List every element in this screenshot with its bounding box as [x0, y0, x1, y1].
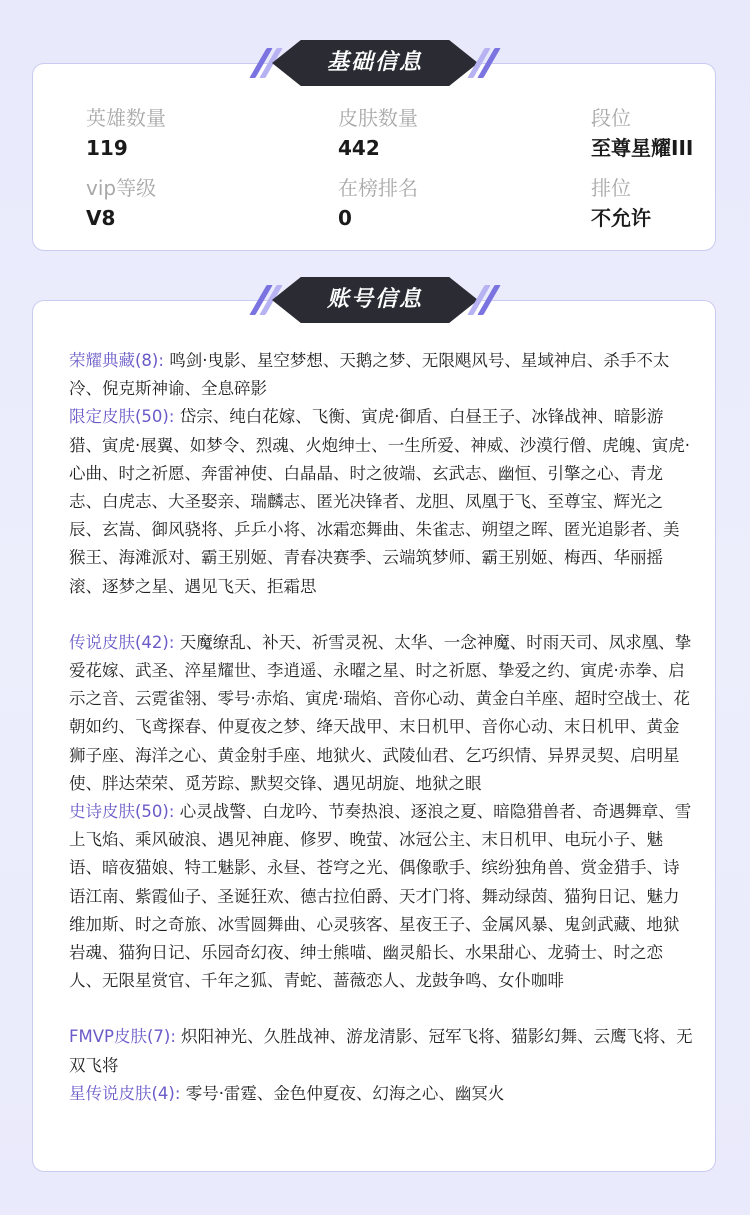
category-label: FMVP皮肤(7):: [69, 1027, 176, 1047]
rank-tier: [591, 106, 693, 160]
category-items: 零号·雷霆、金色仲夏夜、幻海之心、幽冥火: [185, 1083, 505, 1103]
info-label: 排位: [591, 176, 631, 200]
category-items: 天魔缭乱、补天、祈雪灵祝、太华、一念神魔、时雨天司、凤求凰、挚爱花嫁、武圣、淬星耀世、李逍遥、永曜之星、时之祈愿、挚爱之约、寅虎·赤拳、启示之音、云霓雀翎、零号·赤焰、寅虎·瑞焰、音你心动、黄金白羊座、超时空战士、花朝如约、飞鸢探春、仲夏夜之梦、绛天战甲、末日机甲、音你心动、末日机甲、黄金狮子座、海洋之心、黄金射手座、地狱火、武陵仙君、乞巧织情、异界灵契、启明星使、胖达荣荣、觅芳踪、默契交锋、遇见胡旋、地狱之眼: [69, 632, 692, 793]
account-info-card: [32, 300, 716, 1172]
category-label: 荣耀典藏(8):: [69, 351, 164, 370]
category-epic-skins: [69, 798, 695, 995]
category-label: 星传说皮肤(4):: [69, 1083, 181, 1103]
basic-info-card: [32, 63, 716, 251]
basic-info-title: 基础信息: [326, 50, 423, 75]
ranked-status: [591, 176, 651, 230]
info-label: vip等级: [86, 176, 157, 200]
category-label: 史诗皮肤(50):: [69, 802, 175, 822]
skin-list: [69, 347, 695, 1108]
info-value: 0: [338, 206, 352, 230]
info-value: V8: [86, 206, 116, 230]
info-label: 英雄数量: [86, 106, 166, 130]
category-star-legend-skins: [69, 1080, 695, 1108]
category-label: 限定皮肤(50):: [69, 407, 175, 427]
spacer: [69, 995, 695, 1023]
info-label: 皮肤数量: [338, 106, 418, 130]
category-fmvp-skins: [69, 1023, 695, 1079]
info-value: 119: [86, 136, 128, 160]
account-info-title-banner: [250, 277, 500, 323]
skin-count: [338, 106, 418, 160]
category-items: 鸣剑·曳影、星空梦想、天鹅之梦、无限飓风号、星域神启、杀手不太冷、倪克斯神谕、全息碎影: [69, 351, 670, 399]
basic-info-title-banner: [250, 40, 500, 86]
hero-count: [86, 106, 166, 160]
account-info-title: 账号信息: [326, 287, 423, 312]
spacer: [69, 601, 695, 629]
category-items: 岱宗、纯白花嫁、飞衡、寅虎·御盾、白昼王子、冰锋战神、暗影游猎、寅虎·展翼、如梦令、烈魂、火炮绅士、一生所爱、神威、沙漠行僧、虎魄、寅虎·心曲、时之祈愿、奔雷神使、白晶晶、时之彼端、玄武志、幽恒、引擎之心、青龙志、白虎志、大圣娶亲、瑞麟志、匿光决锋者、龙胆、凤凰于飞、至尊宝、辉光之辰、玄嵩、御风骁将、乒乒小将、冰霜恋舞曲、朱雀志、朔望之晖、匿光追影者、美猴王、海滩派对、霸王别姬、青春决赛季、云端筑梦师、霸王别姬、梅西、华丽摇滚、逐梦之星、遇见飞天、拒霜思: [69, 407, 690, 596]
category-label: 传说皮肤(42):: [69, 632, 175, 652]
info-value: 至尊星耀III: [591, 136, 694, 160]
info-label: 在榜排名: [338, 176, 418, 200]
info-value: 442: [338, 136, 380, 160]
info-label: 段位: [591, 106, 631, 130]
category-items: 炽阳神光、久胜战神、游龙清影、冠军飞将、猫影幻舞、云鹰飞将、无双飞将: [69, 1027, 693, 1075]
category-glory-collection: [69, 347, 695, 403]
category-items: 心灵战警、白龙吟、节奏热浪、逐浪之夏、暗隐猎兽者、奇遇舞章、雪上飞焰、乘风破浪、遇见神鹿、修罗、晚萤、冰冠公主、末日机甲、电玩小子、魅语、暗夜猫娘、特工魅影、永昼、苍穹之光、偶像歌手、缤纷独角兽、赏金猎手、诗语江南、紫霞仙子、圣诞狂欢、德古拉伯爵、天才门将、舞动绿茵、猫狗日记、魅力维加斯、时之奇旅、冰雪圆舞曲、心灵骇客、星夜王子、金属风暴、鬼剑武藏、地狱岩魂、猫狗日记、乐园奇幻夜、绅士熊喵、幽灵船长、水果甜心、龙骑士、时之恋人、无限星赏官、千年之狐、青蛇、蔷薇恋人、龙鼓争鸣、女仆咖啡: [69, 802, 692, 991]
vip-level: [86, 176, 156, 230]
info-value: 不允许: [591, 206, 651, 230]
category-limited-skins: [69, 403, 695, 600]
category-legend-skins: [69, 629, 695, 798]
leaderboard-rank: [338, 176, 418, 230]
